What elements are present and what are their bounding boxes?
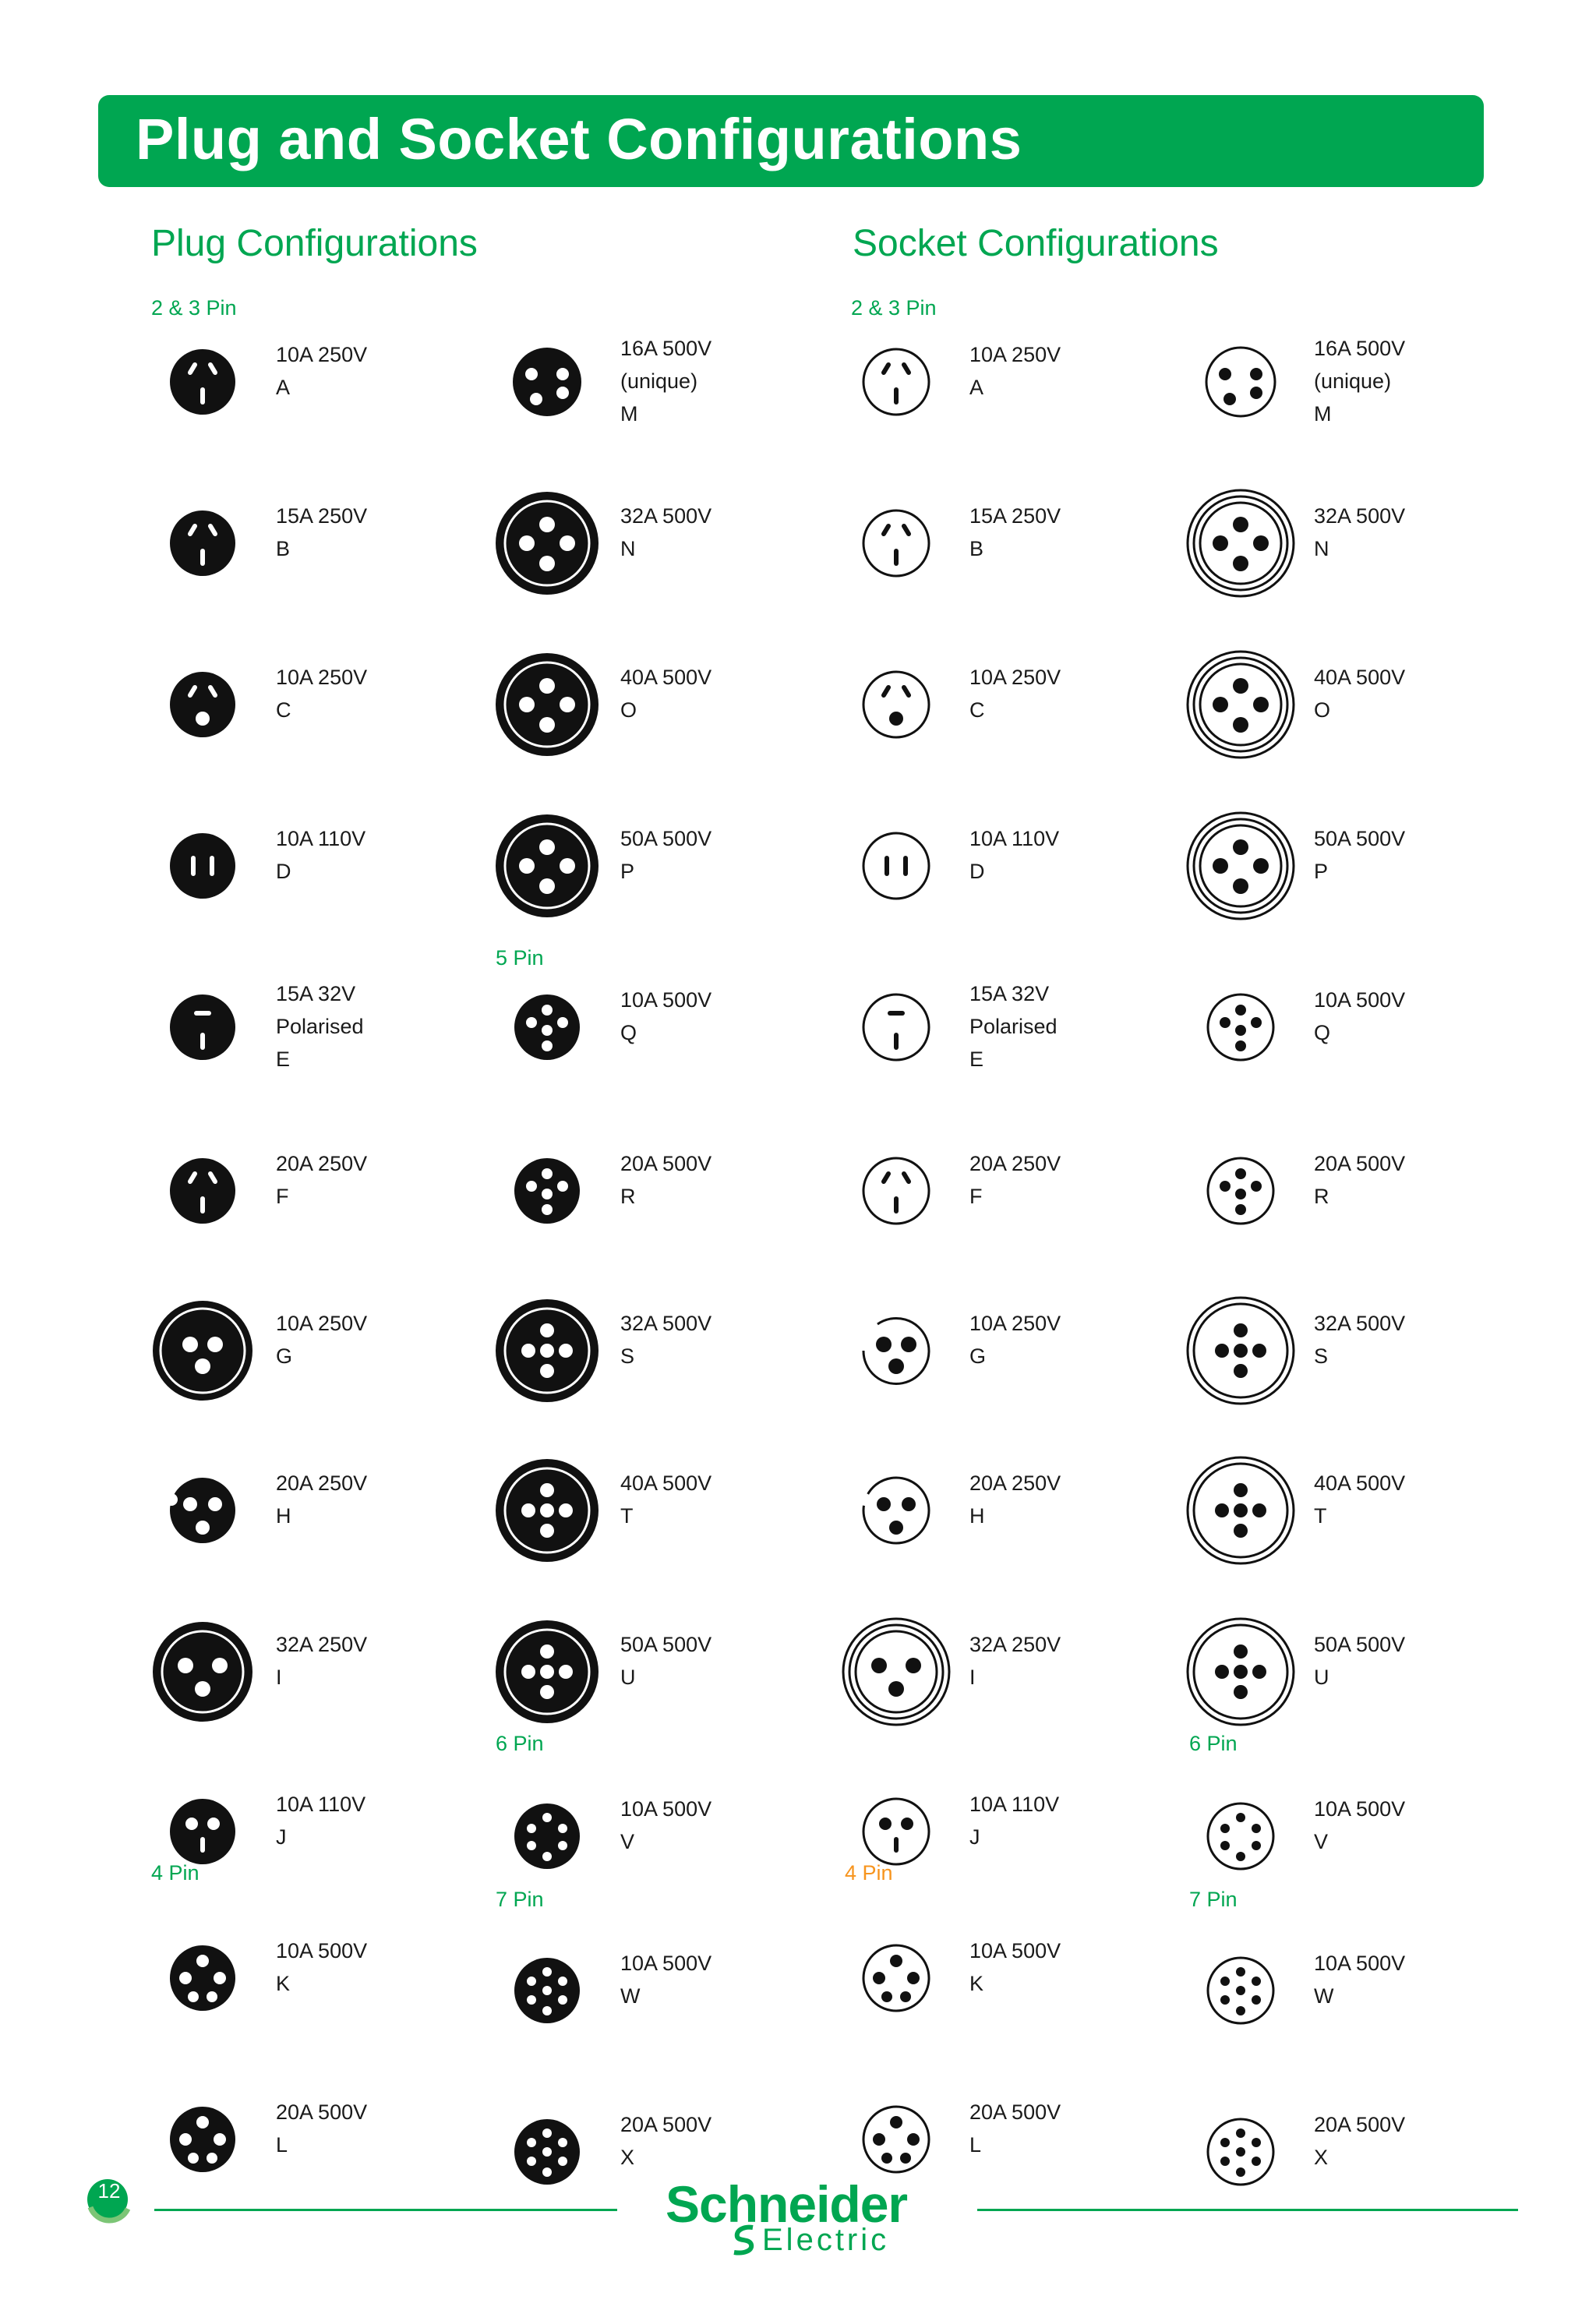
socket-k-icon <box>842 1924 951 2033</box>
config-label <box>969 1788 1059 1853</box>
config-rating: 15A 250V <box>276 504 368 528</box>
socket-e-icon <box>842 973 951 1082</box>
config-label <box>276 1788 365 1853</box>
config-rating: 40A 500V <box>1314 666 1406 689</box>
config-code: W <box>620 1984 641 2008</box>
config-note: Polarised <box>276 1015 364 1038</box>
socket-config-e <box>845 980 1180 1113</box>
config-code: C <box>969 698 985 722</box>
config-rating: 10A 500V <box>1314 1952 1406 1975</box>
plug-config-q <box>496 980 831 1113</box>
socket-a-icon <box>842 327 951 436</box>
config-code: Q <box>1314 1021 1331 1044</box>
config-label <box>276 1628 367 1694</box>
plug-g-icon <box>148 1296 257 1405</box>
config-rating: 16A 500V <box>620 337 712 360</box>
socket-config-f <box>845 1144 1180 1277</box>
plug-config-i <box>151 1625 486 1758</box>
config-code: V <box>1314 1830 1329 1853</box>
config-label <box>1314 2108 1405 2174</box>
socket-config-r <box>1189 1144 1524 1277</box>
config-label <box>276 977 364 1076</box>
config-code: S <box>620 1344 635 1368</box>
config-code: F <box>969 1185 983 1208</box>
config-rating: 15A 250V <box>969 504 1061 528</box>
config-rating: 10A 500V <box>1314 988 1406 1012</box>
socket-u-icon <box>1186 1617 1295 1726</box>
plug-e-icon <box>148 973 257 1082</box>
config-code: E <box>276 1047 291 1071</box>
config-label <box>1314 1628 1405 1694</box>
config-rating: 10A 250V <box>969 1312 1061 1335</box>
config-rating: 10A 250V <box>276 343 368 366</box>
config-rating: 10A 500V <box>969 1939 1061 1962</box>
config-rating: 40A 500V <box>1314 1471 1406 1495</box>
config-code: X <box>620 2146 635 2169</box>
plug-j-icon <box>148 1777 257 1886</box>
config-label <box>620 1793 711 1858</box>
config-label <box>969 1628 1061 1694</box>
config-code: P <box>620 860 635 883</box>
socket-config-s <box>1189 1304 1524 1436</box>
plug-h-icon <box>148 1456 257 1565</box>
socket-config-p <box>1189 819 1524 952</box>
logo-wordmark: Schneider <box>666 2175 908 2233</box>
config-code: G <box>969 1344 987 1368</box>
config-code: H <box>969 1504 985 1528</box>
config-label <box>1314 1467 1405 1532</box>
socket-pin-label-4: 4 Pin <box>845 1861 893 1885</box>
page-number-badge <box>84 2176 134 2226</box>
socket-n-icon <box>1186 489 1295 598</box>
plug-p-icon <box>493 811 602 920</box>
socket-t-icon <box>1186 1456 1295 1565</box>
socket-pin-label-7: 7 Pin <box>1189 1888 1238 1911</box>
config-rating: 50A 500V <box>1314 827 1406 850</box>
config-code: L <box>276 2133 288 2157</box>
config-rating: 10A 500V <box>1314 1797 1406 1821</box>
socket-config-c <box>845 658 1180 790</box>
socket-config-u <box>1189 1625 1524 1758</box>
socket-config-m <box>1189 335 1524 468</box>
config-label <box>620 1307 711 1372</box>
config-code: A <box>969 376 984 399</box>
plug-config-b <box>151 496 486 629</box>
config-label <box>969 1307 1061 1372</box>
config-label <box>1314 1307 1405 1372</box>
socket-v-icon <box>1186 1782 1295 1891</box>
socket-x-icon <box>1186 2097 1295 2206</box>
plug-a-icon <box>148 327 257 436</box>
socket-config-w <box>1189 1944 1524 2076</box>
config-code: N <box>1314 537 1329 560</box>
plug-config-e <box>151 980 486 1113</box>
config-code: T <box>620 1504 634 1528</box>
config-code: A <box>276 376 291 399</box>
config-rating: 10A 500V <box>276 1939 368 1962</box>
config-label <box>620 661 711 726</box>
config-code: I <box>969 1666 976 1689</box>
config-rating: 10A 110V <box>969 1793 1060 1816</box>
config-code: P <box>1314 860 1329 883</box>
plug-config-m <box>496 335 831 468</box>
plug-pin-label-7: 7 Pin <box>496 1888 544 1911</box>
plug-config-w <box>496 1944 831 2076</box>
config-label <box>620 1467 711 1532</box>
footer-rule-right <box>977 2209 1518 2211</box>
socket-i-icon <box>842 1617 951 1726</box>
config-code: D <box>276 860 291 883</box>
plug-f-icon <box>148 1136 257 1245</box>
plug-pin-label-5: 5 Pin <box>496 946 544 970</box>
config-rating: 32A 250V <box>969 1633 1061 1656</box>
plug-l-icon <box>148 2085 257 2194</box>
plug-config-s <box>496 1304 831 1436</box>
config-label <box>620 500 711 565</box>
socket-config-k <box>845 1931 1180 2064</box>
config-label <box>620 1147 711 1213</box>
config-rating: 20A 500V <box>620 2113 712 2136</box>
socket-config-t <box>1189 1464 1524 1596</box>
plug-config-l <box>151 2093 486 2225</box>
config-code: T <box>1314 1504 1327 1528</box>
socket-s-icon <box>1186 1296 1295 1405</box>
plug-w-icon <box>493 1936 602 2045</box>
config-rating: 32A 500V <box>620 1312 712 1335</box>
socket-config-o <box>1189 658 1524 790</box>
config-rating: 20A 250V <box>969 1471 1061 1495</box>
config-label <box>1314 332 1405 430</box>
logo-mark-icon <box>728 2223 762 2257</box>
plug-pin-label-2-3: 2 & 3 Pin <box>151 296 237 320</box>
config-rating: 20A 500V <box>969 2100 1061 2124</box>
config-code: O <box>1314 698 1331 722</box>
config-label <box>969 2096 1061 2161</box>
socket-section-title: Socket Configurations <box>853 223 1219 264</box>
config-label <box>276 2096 367 2161</box>
config-label <box>620 822 711 888</box>
plug-t-icon <box>493 1456 602 1565</box>
config-rating: 20A 250V <box>969 1152 1061 1175</box>
plug-config-t <box>496 1464 831 1596</box>
plug-config-j <box>151 1785 486 1917</box>
config-label <box>276 1934 367 2000</box>
plug-d-icon <box>148 811 257 920</box>
config-label <box>1314 661 1405 726</box>
socket-f-icon <box>842 1136 951 1245</box>
config-label <box>620 2108 711 2174</box>
config-code: R <box>1314 1185 1329 1208</box>
config-code: N <box>620 537 636 560</box>
config-rating: 40A 500V <box>620 1471 712 1495</box>
plug-config-r <box>496 1144 831 1277</box>
socket-config-h <box>845 1464 1180 1596</box>
config-note: (unique) <box>1314 369 1392 393</box>
plug-n-icon <box>493 489 602 598</box>
socket-c-icon <box>842 650 951 759</box>
socket-config-q <box>1189 980 1524 1113</box>
config-code: E <box>969 1047 984 1071</box>
socket-config-j <box>845 1785 1180 1917</box>
config-label <box>1314 1793 1405 1858</box>
config-code: J <box>276 1825 287 1849</box>
config-label <box>276 661 367 726</box>
config-label <box>1314 500 1405 565</box>
config-label <box>1314 822 1405 888</box>
plug-config-u <box>496 1625 831 1758</box>
config-label <box>1314 1147 1405 1213</box>
config-rating: 20A 500V <box>620 1152 712 1175</box>
config-rating: 15A 32V <box>276 982 356 1005</box>
plug-config-g <box>151 1304 486 1436</box>
config-code: S <box>1314 1344 1329 1368</box>
config-rating: 10A 110V <box>969 827 1060 850</box>
config-note: Polarised <box>969 1015 1058 1038</box>
plug-config-o <box>496 658 831 790</box>
socket-q-icon <box>1186 973 1295 1082</box>
plug-pin-label-6: 6 Pin <box>496 1732 544 1755</box>
config-rating: 10A 250V <box>969 666 1061 689</box>
config-rating: 20A 500V <box>276 2100 368 2124</box>
config-rating: 20A 500V <box>1314 2113 1406 2136</box>
config-rating: 20A 250V <box>276 1471 368 1495</box>
config-code: X <box>1314 2146 1329 2169</box>
config-rating: 15A 32V <box>969 982 1050 1005</box>
socket-pin-label-2-3: 2 & 3 Pin <box>851 296 937 320</box>
socket-g-icon <box>842 1296 951 1405</box>
config-rating: 10A 250V <box>969 343 1061 366</box>
config-label <box>276 1307 367 1372</box>
config-rating: 10A 110V <box>276 1793 366 1816</box>
plug-config-p <box>496 819 831 952</box>
config-code: D <box>969 860 985 883</box>
config-rating: 50A 500V <box>620 827 712 850</box>
config-code: G <box>276 1344 293 1368</box>
config-label <box>620 1628 711 1694</box>
socket-h-icon <box>842 1456 951 1565</box>
socket-w-icon <box>1186 1936 1295 2045</box>
config-label <box>969 977 1058 1076</box>
socket-m-icon <box>1186 327 1295 436</box>
config-rating: 32A 500V <box>1314 1312 1406 1335</box>
config-label <box>276 500 367 565</box>
plug-section-title: Plug Configurations <box>151 223 478 264</box>
socket-config-b <box>845 496 1180 629</box>
plug-config-v <box>496 1789 831 1922</box>
socket-config-a <box>845 335 1180 468</box>
config-rating: 10A 500V <box>620 1952 712 1975</box>
socket-config-d <box>845 819 1180 952</box>
config-label <box>969 500 1061 565</box>
config-code: V <box>620 1830 635 1853</box>
config-code: I <box>276 1666 282 1689</box>
config-label <box>969 822 1059 888</box>
config-label <box>276 822 365 888</box>
plug-pin-label-4: 4 Pin <box>151 1861 200 1885</box>
plug-x-icon <box>493 2097 602 2206</box>
config-code: R <box>620 1185 636 1208</box>
socket-config-x <box>1189 2105 1524 2238</box>
config-code: K <box>276 1972 291 1995</box>
plug-q-icon <box>493 973 602 1082</box>
plug-u-icon <box>493 1617 602 1726</box>
plug-config-a <box>151 335 486 468</box>
config-label <box>1314 1947 1405 2012</box>
socket-config-v <box>1189 1789 1524 1922</box>
plug-config-k <box>151 1931 486 2064</box>
plug-i-icon <box>148 1617 257 1726</box>
config-code: C <box>276 698 291 722</box>
config-rating: 20A 250V <box>276 1152 368 1175</box>
config-code: H <box>276 1504 291 1528</box>
socket-p-icon <box>1186 811 1295 920</box>
config-label <box>969 1467 1061 1532</box>
logo-subword: Electric <box>762 2223 890 2257</box>
config-rating: 10A 250V <box>276 666 368 689</box>
plug-config-h <box>151 1464 486 1596</box>
config-code: B <box>969 537 984 560</box>
config-rating: 10A 500V <box>620 1797 712 1821</box>
socket-pin-label-6: 6 Pin <box>1189 1732 1238 1755</box>
config-rating: 32A 250V <box>276 1633 368 1656</box>
title-banner <box>98 95 1484 187</box>
page-title: Plug and Socket Configurations <box>136 107 1022 171</box>
config-code: M <box>620 402 638 426</box>
config-code: U <box>620 1666 636 1689</box>
config-note: (unique) <box>620 369 698 393</box>
socket-config-n <box>1189 496 1524 629</box>
page-number: 12 <box>97 2179 121 2203</box>
config-label <box>620 1947 711 2012</box>
config-code: O <box>620 698 637 722</box>
config-rating: 10A 250V <box>276 1312 368 1335</box>
plug-o-icon <box>493 650 602 759</box>
socket-b-icon <box>842 489 951 598</box>
socket-config-g <box>845 1304 1180 1436</box>
plug-v-icon <box>493 1782 602 1891</box>
plug-config-n <box>496 496 831 629</box>
plug-k-icon <box>148 1924 257 2033</box>
footer-rule-left <box>154 2209 617 2211</box>
config-rating: 40A 500V <box>620 666 712 689</box>
config-code: K <box>969 1972 984 1995</box>
config-code: M <box>1314 402 1332 426</box>
config-code: F <box>276 1185 289 1208</box>
config-rating: 20A 500V <box>1314 1152 1406 1175</box>
config-rating: 32A 500V <box>1314 504 1406 528</box>
socket-o-icon <box>1186 650 1295 759</box>
config-label <box>620 332 711 430</box>
socket-d-icon <box>842 811 951 920</box>
config-rating: 32A 500V <box>620 504 712 528</box>
socket-r-icon <box>1186 1136 1295 1245</box>
socket-j-icon <box>842 1777 951 1886</box>
plug-c-icon <box>148 650 257 759</box>
plug-config-c <box>151 658 486 790</box>
config-label <box>969 661 1061 726</box>
plug-config-d <box>151 819 486 952</box>
config-label <box>276 1467 367 1532</box>
config-label <box>1314 984 1405 1049</box>
config-label <box>276 338 367 404</box>
config-label <box>276 1147 367 1213</box>
plug-config-f <box>151 1144 486 1277</box>
config-label <box>969 1934 1061 2000</box>
config-label <box>969 1147 1061 1213</box>
config-code: J <box>969 1825 980 1849</box>
plug-m-icon <box>493 327 602 436</box>
config-rating: 16A 500V <box>1314 337 1406 360</box>
config-rating: 10A 110V <box>276 827 366 850</box>
socket-config-i <box>845 1625 1180 1758</box>
plug-s-icon <box>493 1296 602 1405</box>
config-rating: 50A 500V <box>1314 1633 1406 1656</box>
plug-r-icon <box>493 1136 602 1245</box>
config-code: U <box>1314 1666 1329 1689</box>
config-code: B <box>276 537 291 560</box>
config-code: W <box>1314 1984 1334 2008</box>
config-rating: 50A 500V <box>620 1633 712 1656</box>
config-label <box>620 984 711 1049</box>
schneider-electric-logo <box>662 2174 935 2260</box>
config-code: L <box>969 2133 982 2157</box>
config-code: Q <box>620 1021 637 1044</box>
config-label <box>969 338 1061 404</box>
config-rating: 10A 500V <box>620 988 712 1012</box>
plug-b-icon <box>148 489 257 598</box>
